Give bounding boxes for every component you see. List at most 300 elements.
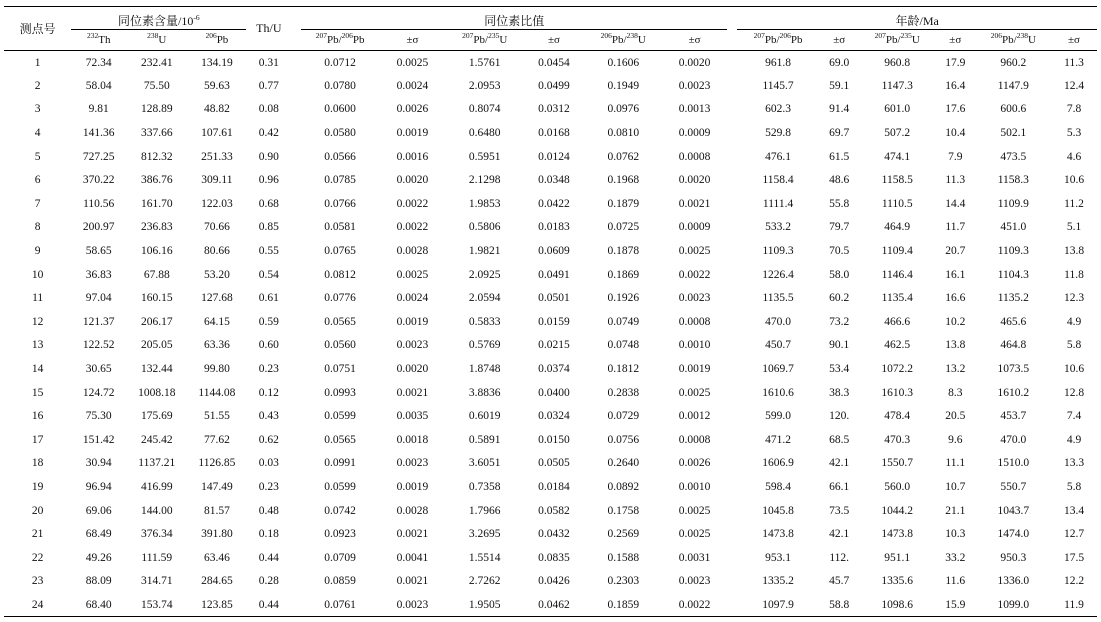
table-row	[4, 216, 1097, 240]
cell-age-206-238-sigma: 17.5	[1063, 551, 1085, 564]
cell-age-206-238: 1158.3	[997, 174, 1029, 187]
cell-age-207-235-sigma: 17.9	[945, 56, 966, 69]
cell-ratio-207-235: 1.8748	[468, 363, 501, 376]
table-row	[4, 145, 1097, 169]
cell-ratio-207-235-sigma: 0.0835	[538, 551, 570, 564]
cell-th232: 36.83	[85, 268, 112, 281]
cell-ratio-207-235-sigma: 0.0454	[538, 56, 570, 69]
cell-age-207-235: 951.1	[884, 551, 911, 564]
header-age-207-235: $^{207}$Pb/$^{235}$U	[874, 31, 920, 46]
cell-point: 18	[31, 457, 44, 470]
cell-age-207-206: 953.1	[765, 551, 791, 564]
cell-age-207-235: 1147.3	[881, 79, 913, 92]
cell-pb206: 77.62	[203, 433, 230, 446]
cell-age-206-238: 960.2	[1000, 56, 1027, 69]
cell-point: 3	[34, 103, 41, 116]
cell-ratio-207-235-sigma: 0.0432	[538, 528, 570, 541]
cell-ratio-206-238-sigma: 0.0010	[678, 339, 711, 352]
cell-ratio-207-206: 0.0751	[324, 363, 356, 376]
cell-age-206-238-sigma: 13.8	[1063, 245, 1085, 258]
table-row	[4, 357, 1097, 381]
cell-age-207-206-sigma: 45.7	[829, 575, 850, 588]
cell-age-207-235: 1109.4	[881, 245, 913, 258]
table-row	[4, 51, 1097, 75]
cell-ratio-207-206: 0.0812	[324, 268, 356, 281]
cell-age-207-206: 1111.4	[762, 197, 794, 210]
cell-u238: 812.32	[140, 150, 173, 163]
cell-ratio-207-235-sigma: 0.0184	[538, 480, 570, 493]
cell-ratio-206-238-sigma: 0.0021	[678, 197, 711, 210]
header-th232: $^{232}$Th	[86, 31, 111, 46]
header-u238: $^{238}$U	[147, 31, 167, 46]
cell-ratio-206-238-sigma: 0.0008	[678, 315, 711, 328]
cell-th232: 370.22	[82, 174, 115, 187]
cell-ratio-207-235: 3.6051	[468, 457, 501, 470]
cell-ratio-207-206: 0.0993	[324, 386, 356, 399]
cell-point: 15	[31, 386, 44, 399]
cell-ratio-207-206: 0.0923	[324, 528, 356, 541]
cell-age-207-235: 1550.7	[881, 457, 914, 470]
cell-age-206-238: 1043.7	[997, 504, 1030, 517]
cell-ratio-206-238-sigma: 0.0012	[678, 410, 711, 423]
cell-pb206: 63.46	[203, 551, 230, 564]
cell-thu: 0.03	[258, 457, 279, 470]
cell-th232: 68.49	[85, 528, 112, 541]
cell-thu: 0.61	[258, 292, 279, 305]
cell-ratio-207-206-sigma: 0.0025	[396, 268, 429, 281]
cell-ratio-206-238-sigma: 0.0025	[678, 245, 711, 258]
cell-ratio-207-206: 0.0780	[324, 79, 356, 92]
cell-ratio-207-206-sigma: 0.0024	[396, 292, 429, 305]
cell-age-207-206-sigma: 69.0	[829, 56, 850, 69]
cell-ratio-207-206-sigma: 0.0028	[396, 245, 429, 258]
cell-age-207-206-sigma: 69.7	[829, 127, 850, 140]
cell-ratio-207-235-sigma: 0.0124	[538, 150, 570, 163]
cell-age-206-238: 550.7	[1000, 480, 1027, 493]
cell-age-207-235: 474.1	[884, 150, 911, 163]
cell-pb206: 63.36	[203, 339, 230, 352]
cell-ratio-206-238-sigma: 0.0020	[678, 174, 711, 187]
cell-age-207-206: 599.0	[765, 410, 791, 423]
cell-age-207-235: 1146.4	[881, 268, 913, 281]
cell-th232: 88.09	[85, 575, 112, 588]
cell-pb206: 391.80	[201, 528, 233, 541]
cell-age-206-238: 1109.9	[997, 197, 1029, 210]
cell-u238: 206.17	[140, 315, 173, 328]
cell-pb206: 1144.08	[198, 386, 236, 399]
cell-u238: 111.59	[141, 551, 173, 564]
cell-age-206-238: 1336.0	[997, 575, 1030, 588]
cell-ratio-206-238-sigma: 0.0022	[678, 268, 711, 281]
cell-ratio-206-238-sigma: 0.0025	[678, 386, 711, 399]
cell-ratio-206-238: 0.1812	[607, 363, 640, 376]
cell-ratio-207-235-sigma: 0.0505	[538, 457, 570, 470]
cell-age-207-206-sigma: 58.8	[829, 598, 850, 611]
header-ratio-group: 同位素比值	[301, 7, 727, 30]
cell-ratio-207-235-sigma: 0.0462	[538, 598, 570, 611]
cell-ratio-206-238-sigma: 0.0009	[678, 221, 711, 234]
cell-u238: 67.88	[143, 268, 170, 281]
table-row	[4, 593, 1097, 617]
cell-thu: 0.28	[258, 575, 279, 588]
cell-age-207-206-sigma: 55.8	[829, 197, 850, 210]
cell-u238: 232.41	[140, 56, 173, 69]
cell-thu: 0.68	[258, 197, 279, 210]
cell-ratio-206-238-sigma: 0.0023	[678, 575, 711, 588]
cell-thu: 0.31	[258, 56, 279, 69]
cell-ratio-207-235: 3.2695	[468, 528, 501, 541]
cell-ratio-206-238-sigma: 0.0026	[678, 457, 711, 470]
cell-age-207-206: 529.8	[765, 127, 791, 140]
cell-age-207-235: 560.0	[884, 480, 911, 493]
cell-pb206: 309.11	[201, 174, 233, 187]
cell-age-207-235-sigma: 8.3	[948, 386, 963, 399]
cell-thu: 0.77	[258, 79, 279, 92]
cell-age-207-206: 450.7	[765, 339, 791, 352]
cell-point: 24	[31, 598, 44, 611]
cell-ratio-207-206: 0.0785	[324, 174, 356, 187]
cell-age-207-206-sigma: 58.0	[829, 268, 850, 281]
cell-th232: 96.94	[85, 480, 112, 493]
cell-point: 9	[34, 245, 41, 258]
table-row	[4, 334, 1097, 358]
cell-thu: 0.90	[258, 150, 279, 163]
cell-pb206: 99.80	[203, 363, 230, 376]
header-ratio-207-206: $^{207}$Pb/$^{206}$Pb	[315, 31, 365, 46]
cell-age-206-238-sigma: 7.8	[1066, 103, 1082, 116]
cell-pb206: 284.65	[201, 575, 233, 588]
header-sigma: ±σ	[1068, 34, 1080, 46]
table-row	[4, 121, 1097, 145]
cell-age-206-238: 1073.5	[997, 363, 1030, 376]
cell-age-207-206: 1335.2	[762, 575, 794, 588]
cell-pb206: 81.57	[203, 504, 230, 517]
cell-age-206-238: 1104.3	[997, 268, 1029, 281]
cell-age-207-206-sigma: 68.5	[829, 433, 850, 446]
cell-pb206: 127.68	[201, 292, 233, 305]
cell-age-207-235: 507.2	[884, 127, 911, 140]
cell-ratio-206-238-sigma: 0.0020	[678, 56, 711, 69]
cell-th232: 727.25	[82, 150, 115, 163]
cell-age-207-206-sigma: 79.7	[829, 221, 850, 234]
cell-ratio-207-206: 0.0565	[324, 433, 356, 446]
cell-ratio-206-238: 0.0729	[607, 410, 640, 423]
cell-thu: 0.18	[258, 528, 279, 541]
cell-ratio-207-206-sigma: 0.0035	[396, 410, 429, 423]
cell-age-206-238-sigma: 12.8	[1063, 386, 1085, 399]
cell-ratio-207-235: 2.0594	[468, 292, 501, 305]
cell-ratio-207-206: 0.0776	[324, 292, 356, 305]
cell-age-206-238-sigma: 5.3	[1066, 127, 1082, 140]
cell-age-206-238: 465.6	[1000, 315, 1027, 328]
cell-th232: 200.97	[82, 221, 115, 234]
cell-point: 19	[31, 480, 44, 493]
cell-ratio-206-238: 0.1588	[607, 551, 640, 564]
cell-age-206-238-sigma: 11.3	[1064, 56, 1084, 69]
table-row	[4, 475, 1097, 499]
cell-age-207-235-sigma: 16.6	[945, 292, 966, 305]
cell-age-207-206: 1606.9	[762, 457, 794, 470]
cell-ratio-207-235-sigma: 0.0324	[538, 410, 570, 423]
cell-age-207-206: 602.3	[765, 103, 791, 116]
cell-ratio-206-238: 0.1949	[607, 79, 640, 92]
cell-ratio-207-235: 0.7358	[468, 480, 501, 493]
cell-u238: 236.83	[140, 221, 173, 234]
cell-ratio-207-206-sigma: 0.0024	[396, 79, 429, 92]
cell-thu: 0.59	[258, 315, 279, 328]
cell-ratio-207-206: 0.0766	[324, 197, 356, 210]
cell-pb206: 70.66	[203, 221, 230, 234]
cell-pb206: 122.03	[201, 197, 233, 210]
cell-pb206: 80.66	[203, 245, 230, 258]
cell-u238: 1137.21	[138, 457, 176, 470]
cell-age-207-235-sigma: 10.7	[945, 480, 966, 493]
cell-ratio-206-238-sigma: 0.0008	[678, 150, 711, 163]
table-row	[4, 310, 1097, 334]
cell-ratio-206-238: 0.0725	[607, 221, 640, 234]
cell-point: 16	[31, 410, 44, 423]
cell-ratio-207-206: 0.0599	[324, 480, 356, 493]
cell-age-207-206: 1045.8	[762, 504, 794, 517]
cell-ratio-207-206-sigma: 0.0021	[396, 386, 429, 399]
cell-ratio-207-235: 2.7262	[468, 575, 501, 588]
cell-age-206-238: 1474.0	[997, 528, 1030, 541]
cell-age-207-235-sigma: 10.3	[945, 528, 966, 541]
cell-age-207-235-sigma: 20.5	[945, 410, 966, 423]
cell-age-207-206-sigma: 42.1	[829, 528, 850, 541]
header-sigma: ±σ	[688, 34, 701, 46]
cell-ratio-207-206-sigma: 0.0026	[396, 103, 429, 116]
cell-ratio-206-238-sigma: 0.0031	[678, 551, 711, 564]
cell-thu: 0.48	[258, 504, 279, 517]
cell-point: 21	[31, 528, 44, 541]
cell-u238: 128.89	[140, 103, 173, 116]
cell-ratio-206-238-sigma: 0.0025	[678, 504, 711, 517]
cell-age-206-238-sigma: 13.4	[1063, 504, 1085, 517]
cell-ratio-207-235-sigma: 0.0348	[538, 174, 570, 187]
cell-point: 17	[31, 433, 44, 446]
cell-ratio-206-238-sigma: 0.0008	[678, 433, 711, 446]
header-age-207-206: $^{207}$Pb/$^{206}$Pb	[753, 31, 803, 46]
cell-ratio-206-238: 0.0976	[607, 103, 640, 116]
cell-ratio-206-238: 0.1869	[607, 268, 640, 281]
cell-age-206-238-sigma: 4.9	[1066, 315, 1082, 328]
cell-u238: 144.00	[140, 504, 173, 517]
header-ratio-206-238: $^{206}$Pb/$^{238}$U	[600, 31, 646, 46]
cell-age-207-235-sigma: 11.7	[945, 221, 966, 234]
cell-age-207-206: 470.0	[765, 315, 791, 328]
cell-ratio-207-206-sigma: 0.0041	[396, 551, 429, 564]
cell-ratio-206-238-sigma: 0.0022	[678, 598, 711, 611]
cell-th232: 49.26	[85, 551, 112, 564]
cell-thu: 0.43	[258, 410, 279, 423]
cell-point: 13	[31, 339, 44, 352]
cell-age-206-238: 600.6	[1000, 103, 1027, 116]
cell-point: 11	[32, 292, 44, 305]
header-age-group: 年龄/Ma	[737, 7, 1097, 30]
cell-ratio-207-235-sigma: 0.0422	[538, 197, 570, 210]
cell-ratio-207-206: 0.0761	[324, 598, 356, 611]
cell-ratio-206-238: 0.1859	[607, 598, 640, 611]
cell-pb206: 59.63	[203, 79, 230, 92]
table-row	[4, 74, 1097, 98]
cell-ratio-207-206: 0.0991	[324, 457, 356, 470]
table-row	[4, 499, 1097, 523]
header-age-206-238: $^{206}$Pb/$^{238}$U	[990, 31, 1036, 46]
cell-age-207-235: 470.3	[884, 433, 911, 446]
table-row	[4, 98, 1097, 122]
cell-age-206-238-sigma: 4.6	[1066, 150, 1082, 163]
table-row	[4, 381, 1097, 405]
cell-pb206: 123.85	[201, 598, 233, 611]
cell-age-206-238: 1147.9	[997, 79, 1029, 92]
table-row	[4, 546, 1097, 570]
cell-u238: 161.70	[140, 197, 173, 210]
cell-pb206: 107.61	[201, 127, 233, 140]
cell-age-207-235-sigma: 10.4	[945, 127, 966, 140]
cell-age-207-235-sigma: 21.1	[945, 504, 966, 517]
cell-ratio-207-206-sigma: 0.0016	[396, 150, 429, 163]
cell-ratio-206-238: 0.2303	[607, 575, 640, 588]
cell-ratio-206-238-sigma: 0.0023	[678, 79, 711, 92]
cell-age-207-206-sigma: 66.1	[829, 480, 850, 493]
cell-pb206: 1126.85	[198, 457, 236, 470]
cell-th232: 97.04	[85, 292, 112, 305]
cell-ratio-206-238: 0.1606	[607, 56, 640, 69]
cell-u238: 205.05	[140, 339, 173, 352]
cell-ratio-207-235: 2.0925	[468, 268, 501, 281]
cell-age-206-238-sigma: 10.6	[1063, 174, 1085, 187]
cell-ratio-207-235-sigma: 0.0150	[538, 433, 570, 446]
table-row	[4, 263, 1097, 287]
cell-ratio-207-235: 0.5951	[468, 150, 501, 163]
cell-ratio-207-206: 0.0765	[324, 245, 356, 258]
cell-ratio-207-206-sigma: 0.0021	[396, 575, 429, 588]
cell-age-207-206-sigma: 48.6	[829, 174, 850, 187]
cell-age-207-235-sigma: 16.1	[945, 268, 966, 281]
cell-u238: 106.16	[140, 245, 173, 258]
cell-thu: 0.60	[258, 339, 279, 352]
cell-point: 14	[31, 363, 44, 376]
cell-age-207-206: 1158.4	[762, 174, 794, 187]
cell-age-207-235: 1044.2	[881, 504, 914, 517]
cell-age-206-238: 950.3	[1000, 551, 1027, 564]
cell-age-206-238-sigma: 12.2	[1063, 575, 1085, 588]
cell-age-207-206-sigma: 38.3	[829, 386, 850, 399]
cell-ratio-206-238: 0.0749	[607, 315, 640, 328]
cell-age-206-238-sigma: 10.6	[1063, 363, 1085, 376]
cell-age-206-238-sigma: 5.8	[1066, 480, 1082, 493]
cell-age-207-235: 960.8	[884, 56, 911, 69]
cell-ratio-207-206: 0.0565	[324, 315, 356, 328]
cell-ratio-206-238: 0.1926	[607, 292, 640, 305]
cell-ratio-207-235: 1.9505	[468, 598, 501, 611]
cell-point: 22	[31, 551, 44, 564]
cell-ratio-207-206-sigma: 0.0020	[396, 174, 429, 187]
cell-age-206-238-sigma: 11.2	[1064, 197, 1084, 210]
cell-ratio-207-206: 0.0742	[324, 504, 356, 517]
cell-ratio-206-238-sigma: 0.0010	[678, 480, 711, 493]
cell-th232: 30.65	[85, 363, 112, 376]
cell-point: 10	[31, 268, 44, 281]
cell-age-207-235-sigma: 11.3	[945, 174, 966, 187]
cell-ratio-207-235-sigma: 0.0426	[538, 575, 570, 588]
cell-point: 4	[34, 127, 41, 140]
cell-age-207-235: 1135.4	[881, 292, 913, 305]
cell-age-207-206-sigma: 60.2	[829, 292, 850, 305]
cell-ratio-207-235-sigma: 0.0159	[538, 315, 570, 328]
cell-ratio-207-206: 0.0581	[324, 221, 356, 234]
cell-ratio-207-206-sigma: 0.0019	[396, 127, 429, 140]
cell-age-206-238: 1099.0	[997, 598, 1030, 611]
cell-ratio-207-206: 0.0712	[324, 56, 356, 69]
cell-age-207-206-sigma: 91.4	[829, 103, 850, 116]
cell-ratio-207-206: 0.0859	[324, 575, 356, 588]
cell-ratio-207-206-sigma: 0.0025	[396, 56, 429, 69]
cell-th232: 151.42	[82, 433, 115, 446]
cell-age-206-238: 1610.2	[997, 386, 1030, 399]
cell-ratio-207-206-sigma: 0.0019	[396, 480, 429, 493]
cell-age-206-238: 1510.0	[997, 457, 1030, 470]
table-row	[4, 570, 1097, 594]
table-row	[4, 522, 1097, 546]
cell-ratio-207-206-sigma: 0.0023	[396, 457, 429, 470]
table-row	[4, 404, 1097, 428]
cell-th232: 75.30	[85, 410, 112, 423]
cell-age-207-206-sigma: 59.1	[829, 79, 850, 92]
cell-age-207-206: 1145.7	[762, 79, 794, 92]
cell-ratio-207-235-sigma: 0.0215	[538, 339, 570, 352]
header-content-group: 同位素含量$/10^{-6}$	[71, 7, 246, 30]
cell-age-206-238-sigma: 11.9	[1064, 598, 1084, 611]
cell-th232: 58.04	[85, 79, 112, 92]
cell-pb206: 134.19	[201, 56, 233, 69]
cell-point: 8	[34, 221, 41, 234]
cell-u238: 75.50	[143, 79, 170, 92]
cell-ratio-207-235: 1.9853	[468, 197, 501, 210]
cell-th232: 9.81	[88, 103, 109, 116]
cell-age-207-206: 598.4	[765, 480, 791, 493]
table-row	[4, 192, 1097, 216]
cell-u238: 416.99	[140, 480, 173, 493]
cell-ratio-207-235: 0.6480	[468, 127, 501, 140]
cell-ratio-207-206: 0.0709	[324, 551, 356, 564]
cell-pb206: 64.15	[203, 315, 230, 328]
header-thu: Th/U	[256, 21, 282, 35]
cell-age-207-235-sigma: 17.6	[945, 103, 966, 116]
cell-ratio-206-238-sigma: 0.0025	[678, 528, 711, 541]
cell-ratio-207-235-sigma: 0.0582	[538, 504, 570, 517]
cell-age-207-206: 1226.4	[762, 268, 794, 281]
cell-point: 2	[34, 79, 41, 92]
cell-ratio-207-235-sigma: 0.0491	[538, 268, 570, 281]
cell-age-206-238: 470.0	[1000, 433, 1027, 446]
cell-age-207-206: 1473.8	[762, 528, 794, 541]
cell-ratio-207-206: 0.0560	[324, 339, 356, 352]
cell-thu: 0.23	[258, 480, 279, 493]
cell-age-207-206-sigma: 112.	[829, 551, 850, 564]
cell-ratio-207-235-sigma: 0.0374	[538, 363, 570, 376]
cell-age-207-235: 1098.6	[881, 598, 914, 611]
cell-ratio-206-238-sigma: 0.0019	[678, 363, 711, 376]
cell-ratio-206-238: 0.2569	[607, 528, 640, 541]
table-row	[4, 452, 1097, 476]
cell-age-207-206-sigma: 42.1	[829, 457, 850, 470]
cell-ratio-207-235: 2.0953	[468, 79, 501, 92]
cell-ratio-206-238: 0.0748	[607, 339, 640, 352]
cell-u238: 314.71	[140, 575, 173, 588]
cell-age-207-235-sigma: 10.2	[945, 315, 966, 328]
